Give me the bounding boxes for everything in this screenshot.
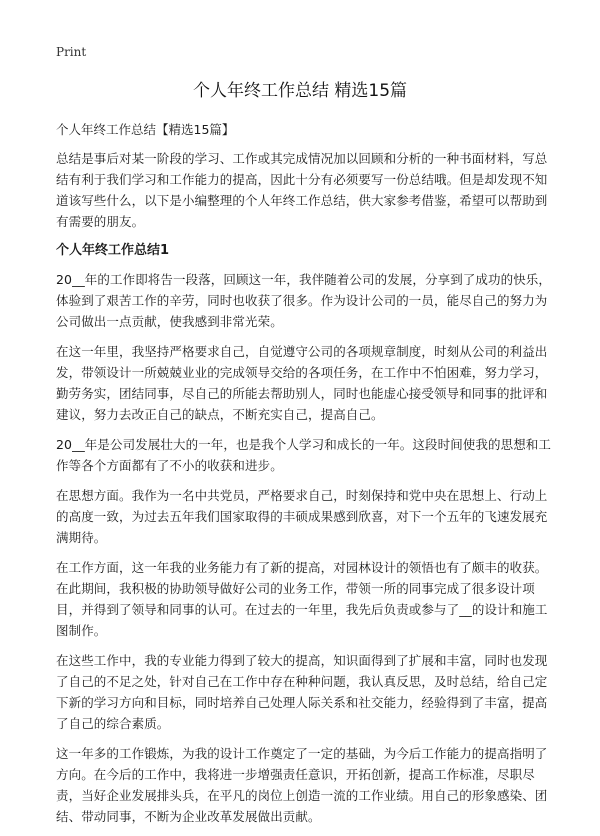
- document-subtitle: 个人年终工作总结【精选15篇】: [56, 122, 235, 137]
- print-link[interactable]: Print: [56, 45, 87, 59]
- body-paragraph: 20__年是公司发展壮大的一年，也是我个人学习和成长的一年。这段时间使我的思想和工作等各个方面都有了不小的收获和进步。: [56, 437, 552, 473]
- section-heading: 个人年终工作总结1: [56, 243, 170, 258]
- body-paragraph: 在这一年里，我坚持严格要求自己，自觉遵守公司的各项规章制度，时刻从公司的利益出发，带领设计一所兢兢业业的完成领导交给的各项任务，在工作中不怕困难，努力学习，勤劳务实，团结同事，尽自己的所能去帮助别人，同时也能虚心接受领导和同事的批评和建议，努力去改正自己的缺点，不断充实自己，提高自己。: [56, 344, 548, 422]
- body-paragraph: 在思想方面。我作为一名中共党员，严格要求自己，时刻保持和党中央在思想上、行动上的高度一致，为过去五年我们国家取得的丰硕成果感到欣喜，对下一个五年的飞速发展充满期待。: [56, 488, 548, 545]
- document-body: [56, 120, 552, 836]
- body-paragraph: 在工作方面，这一年我的业务能力有了新的提高，对园林设计的领悟也有了颇丰的收获。在此期间，我积极的协助领导做好公司的业务工作，带领一所的同事完成了很多设计项目，并得到了领导和同事的认可。在过去的一年里，我先后负责或参与了__的设计和施工图制作。: [56, 560, 548, 638]
- intro-paragraph: 总结是事后对某一阶段的学习、工作或其完成情况加以回顾和分析的一种书面材料，写总结有利于我们学习和工作能力的提高，因此十分有必须要写一份总结哦。但是却发现不知道该写些什么，以下是小编整理的个人年终工作总结，供大家参考借鉴，希望可以帮助到有需要的朋友。: [56, 151, 548, 229]
- body-paragraph: 这一年多的工作锻炼，为我的设计工作奠定了一定的基础，为今后工作能力的提高指明了方向。在今后的工作中，我将进一步增强责任意识，开拓创新，提高工作标准，尽职尽责，当好企业发展排头兵，在平凡的岗位上创造一流的工作业绩。用自己的形象感染、团结、带动同事，不断为企业改革发展做出贡献。: [56, 746, 548, 824]
- body-paragraph: 20__年的工作即将告一段落，回顾这一年，我伴随着公司的发展，分享到了成功的快乐，体验到了艰苦工作的辛劳，同时也收获了很多。作为设计公司的一员，能尽自己的努力为公司做出一点贡献，使我感到非常光荣。: [56, 272, 552, 329]
- body-paragraph: 在这些工作中，我的专业能力得到了较大的提高，知识面得到了扩展和丰富，同时也发现了自己的不足之处，针对自己在工作中存在种种问题，我认真反思，及时总结，给自己定下新的学习方向和目标，同时培养自己处理人际关系和社交能力，经验得到了丰富，提高了自己的综合素质。: [56, 653, 548, 731]
- document-title: 个人年终工作总结 精选15篇: [192, 81, 408, 101]
